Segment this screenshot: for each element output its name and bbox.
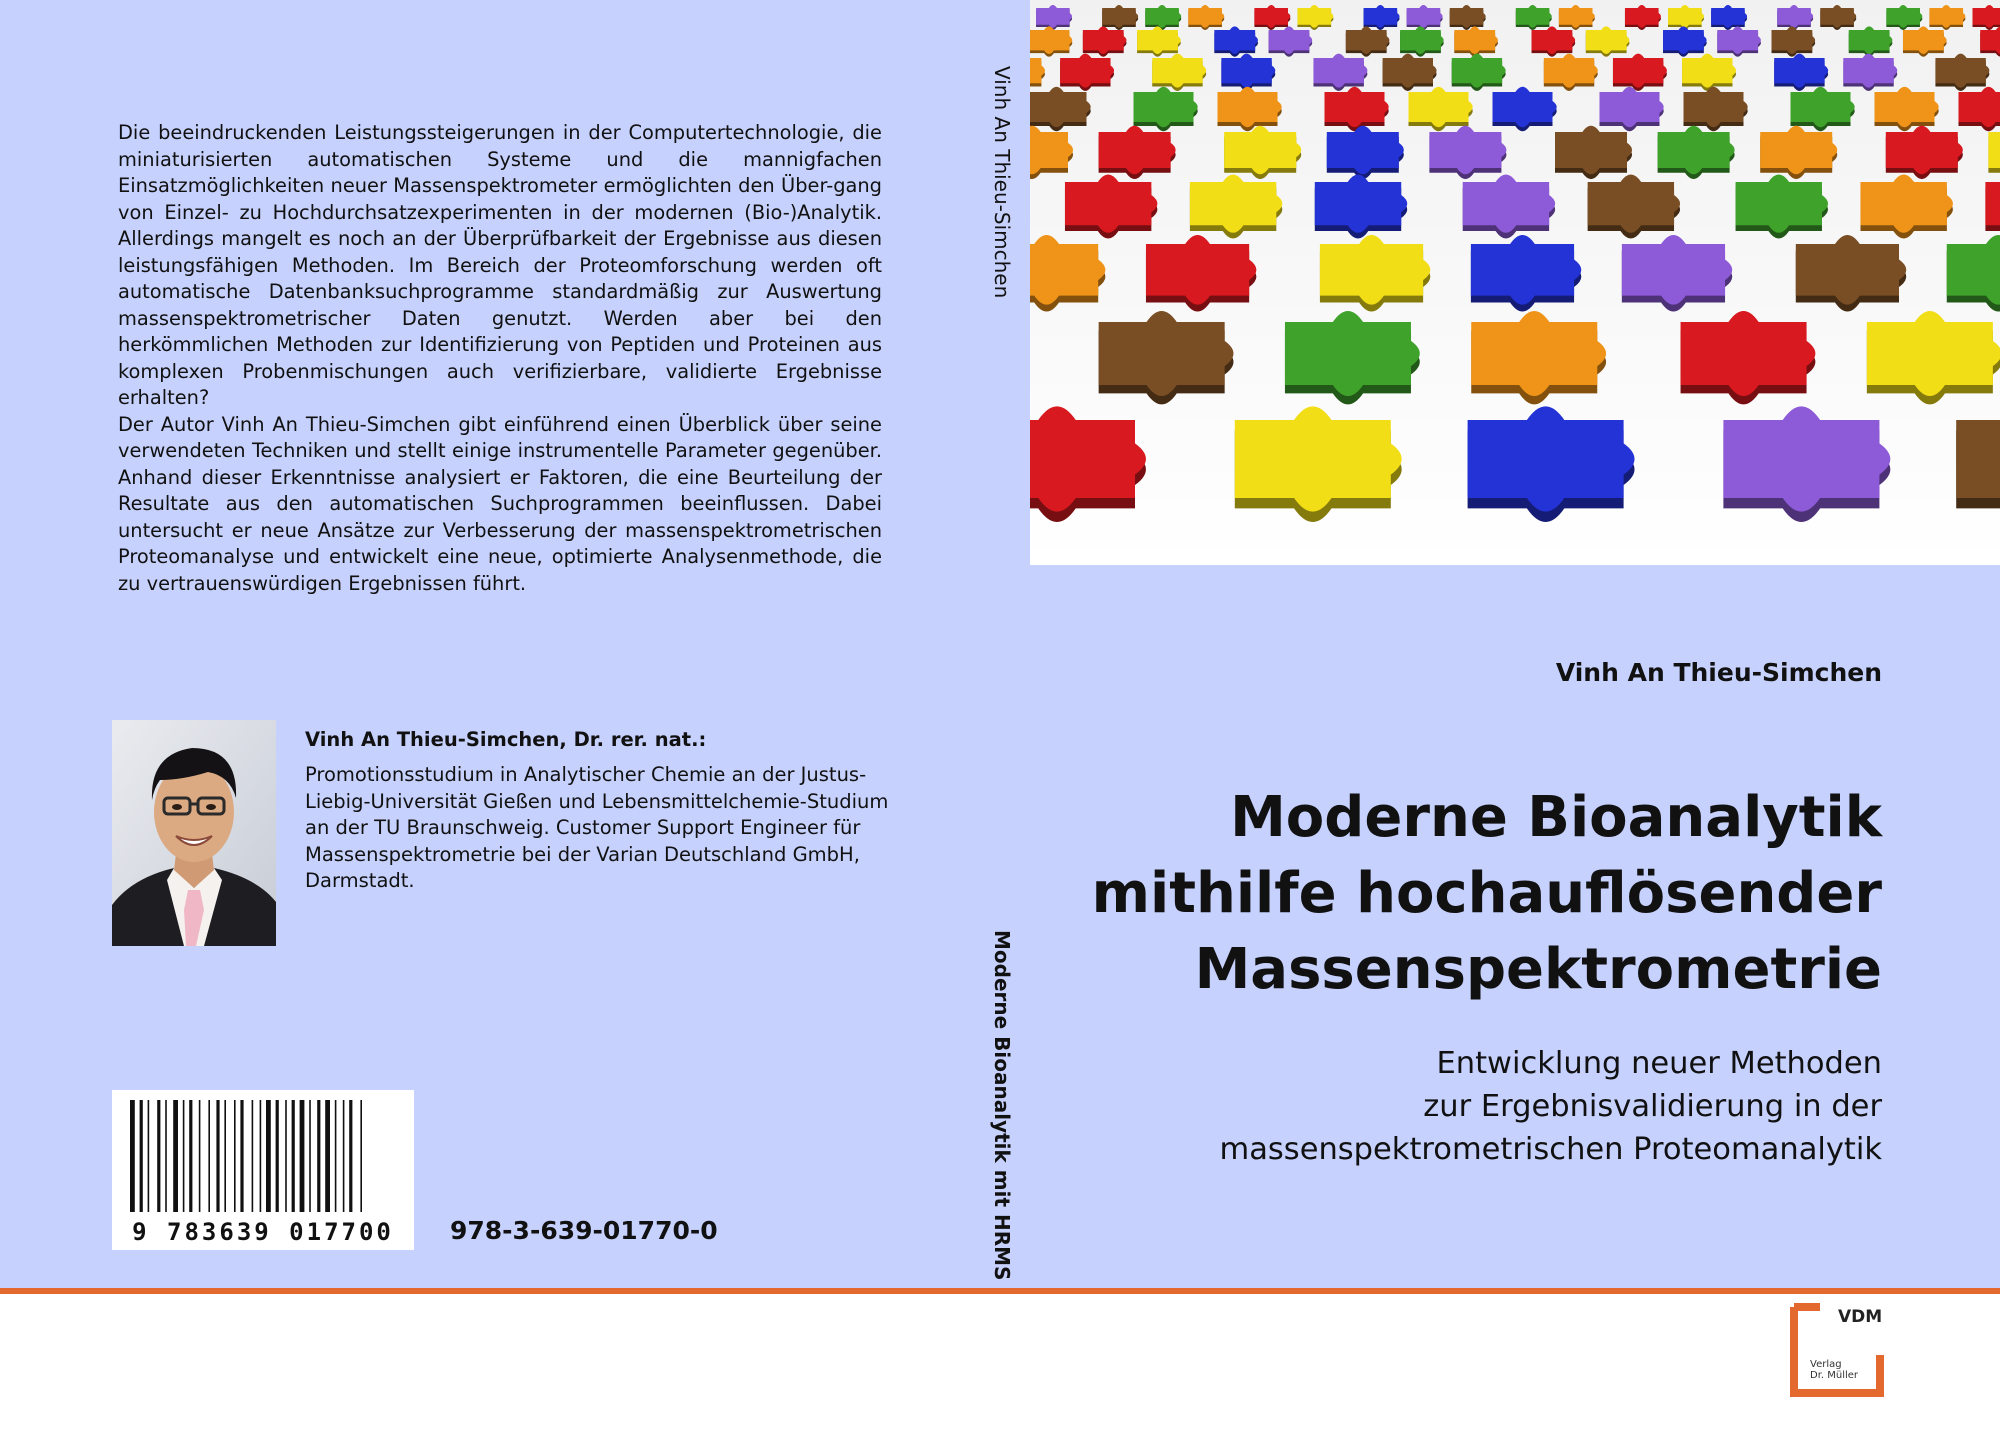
puzzle-piece	[1867, 311, 2000, 404]
blurb-paragraph-1: Die beeindruckenden Leistungssteigerungen in der Computertechnologie, die miniaturisierten automatischen Systeme und die mannigfachen Einsatzmöglichkeiten neuer Massenspektrometer ermöglichten den Über-gang von Einzel- zu Hochdurchsatzexperimenten in der modernen (Bio-)Analytik. Allerdings mangelt es noch an der Überprüfbarkeit der Ergebnisse aus diesen leistungsfähigen Methoden. Im Bereich der Proteomforschung werden oft automatische Datenbanksuchprogramme standardmäßig zur Auswertung massenspektrometrischer Daten genutzt. Werden aber bei den herkömmlichen Methoden zur Identifizierung von Peptiden und Proteinen aus komplexen Probenmischungen auch verifizierbare, validierte Ergebnisse erhalten?	[118, 121, 882, 409]
puzzle-piece	[1468, 406, 1635, 522]
puzzle-piece	[1036, 5, 1072, 30]
puzzle-piece	[1774, 54, 1828, 91]
puzzle-piece	[1383, 54, 1437, 91]
puzzle-piece	[1030, 26, 1072, 56]
barcode-bar	[266, 1100, 271, 1212]
barcode-bar	[276, 1100, 279, 1212]
puzzle-piece	[1668, 5, 1704, 30]
barcode-digits: 9 783639 017700	[132, 1218, 394, 1246]
puzzle-piece	[1134, 87, 1198, 132]
barcode-bar	[199, 1100, 201, 1212]
puzzle-piece	[1254, 5, 1290, 30]
barcode-bar	[343, 1100, 345, 1212]
puzzle-piece	[1313, 54, 1367, 91]
puzzle-piece	[1099, 311, 1234, 404]
barcode-bar	[140, 1100, 143, 1212]
puzzle-piece	[1860, 174, 1952, 238]
barcode-bar	[260, 1100, 262, 1212]
puzzle-piece	[1145, 5, 1181, 30]
barcode-bar	[224, 1100, 226, 1212]
puzzle-piece	[1320, 235, 1430, 312]
puzzle-piece	[1956, 406, 2000, 522]
puzzle-piece	[1235, 406, 1402, 522]
puzzle-piece	[1327, 126, 1404, 179]
puzzle-piece	[1903, 26, 1947, 56]
barcode-bar	[173, 1100, 178, 1212]
puzzle-piece	[1658, 126, 1735, 179]
puzzle-piece	[1588, 174, 1680, 238]
puzzle-piece	[1988, 126, 2000, 179]
front-author: Vinh An Thieu-Simchen	[1555, 658, 1882, 687]
puzzle-piece	[1188, 5, 1224, 30]
barcode-bar	[165, 1100, 167, 1212]
puzzle-piece	[1516, 5, 1552, 30]
puzzle-piece	[1682, 54, 1736, 91]
barcode-bar	[300, 1100, 305, 1212]
puzzle-piece	[1886, 5, 1922, 30]
puzzle-piece	[1224, 126, 1301, 179]
puzzle-piece	[1843, 54, 1897, 91]
barcode-bar	[252, 1100, 254, 1212]
puzzle-piece	[1297, 5, 1333, 30]
puzzle-piece	[1663, 26, 1707, 56]
barcode-bar	[349, 1100, 352, 1212]
puzzle-piece	[1820, 5, 1856, 30]
puzzle-piece	[1796, 235, 1906, 312]
puzzle-piece	[1454, 26, 1498, 56]
puzzle-piece	[1450, 5, 1486, 30]
puzzle-piece	[1364, 5, 1400, 30]
puzzle-piece	[1613, 54, 1667, 91]
puzzle-piece	[1463, 174, 1555, 238]
puzzle-piece	[1325, 87, 1389, 132]
barcode-bar	[183, 1100, 185, 1212]
barcode-bar	[216, 1100, 219, 1212]
puzzle-piece	[1622, 235, 1732, 312]
book-title-line-1: Moderne Bioanalytik	[1230, 785, 1882, 850]
isbn-barcode	[112, 1090, 414, 1250]
puzzle-piece	[1886, 126, 1963, 179]
barcode-bar	[292, 1100, 295, 1212]
puzzle-piece	[1985, 174, 2000, 238]
barcode-bar	[325, 1100, 330, 1212]
puzzle-piece	[1409, 87, 1473, 132]
author-bio-text: Promotionsstudium in Analytischer Chemie an der Justus-Liebig-Universität Gießen und Lebensmittelchemie-Studium an der TU Braunschweig. Customer Support Engineer für Massenspektrometrie bei der Varian Deutschland GmbH, Darmstadt.	[305, 763, 889, 893]
barcode-bar	[335, 1100, 337, 1212]
book-subtitle-line-2: zur Ergebnisvalidierung in der	[1423, 1089, 1882, 1124]
puzzle-piece	[1152, 54, 1206, 91]
barcode-bar	[309, 1100, 311, 1212]
book-subtitle	[1062, 1042, 1882, 1171]
spine-title: Moderne Bioanalytik mit HRMS	[990, 930, 1014, 1281]
isbn-number: 978-3-639-01770-0	[450, 1216, 718, 1245]
puzzle-piece	[1760, 126, 1837, 179]
puzzle-piece	[1935, 54, 1989, 91]
puzzle-piece	[1099, 126, 1176, 179]
puzzle-piece	[1532, 26, 1576, 56]
puzzle-piece	[1980, 26, 2000, 56]
puzzle-piece	[1065, 174, 1157, 238]
puzzle-piece	[1146, 235, 1256, 312]
barcode-bar	[285, 1100, 287, 1212]
puzzle-piece	[1717, 26, 1761, 56]
barcode-bar	[208, 1100, 210, 1212]
puzzle-piece	[1221, 54, 1275, 91]
puzzle-piece	[1400, 26, 1444, 56]
puzzle-piece	[1684, 87, 1748, 132]
puzzle-piece	[1493, 87, 1557, 132]
book-title-line-2: mithilfe hochauflösender	[1091, 861, 1882, 926]
puzzle-piece	[1544, 54, 1598, 91]
book-subtitle-line-1: Entwicklung neuer Methoden	[1436, 1046, 1882, 1081]
puzzle-piece	[1285, 311, 1420, 404]
book-title-line-3: Massenspektrometrie	[1194, 937, 1882, 1002]
book-title	[1062, 780, 1882, 1008]
puzzle-piece	[1030, 87, 1091, 132]
blurb-paragraph-2: Der Autor Vinh An Thieu-Simchen gibt einführend einen Überblick über seine verwendeten Techniken und stellt einige instrumentelle Parameter gegenüber. Anhand dieser Erkenntnisse analysiert er Faktoren, die eine Beurteilung der Resultate aus den automatischen Suchprogrammen beeinflussen. Dabei untersucht er neue Ansätze zur Verbesserung der massenspektrometrischen Proteomanalyse und entwickelt eine neue, optimierte Analysenmethode, die zu vertrauenswürdigen Ergebnissen führt.	[118, 412, 882, 595]
puzzle-piece	[1711, 5, 1747, 30]
puzzle-piece	[1849, 26, 1893, 56]
puzzle-piece	[1791, 87, 1855, 132]
barcode-bar	[189, 1100, 192, 1212]
puzzle-piece	[1586, 26, 1630, 56]
puzzle-piece	[1736, 174, 1828, 238]
puzzle-piece	[1346, 26, 1390, 56]
puzzle-piece	[1600, 87, 1664, 132]
puzzle-piece	[1625, 5, 1661, 30]
publisher-imprint-line-2: Dr. Müller	[1810, 1370, 1859, 1381]
puzzle-piece	[1269, 26, 1313, 56]
author-bio-heading: Vinh An Thieu-Simchen, Dr. rer. nat.:	[305, 728, 707, 751]
puzzle-piece	[1190, 174, 1282, 238]
back-cover-blurb	[118, 120, 882, 597]
puzzle-piece	[1947, 235, 2000, 312]
barcode-bar	[360, 1100, 362, 1212]
puzzle-piece	[1559, 5, 1595, 30]
puzzle-piece	[1214, 26, 1258, 56]
barcode-bar	[130, 1100, 135, 1212]
puzzle-piece	[1137, 26, 1181, 56]
puzzle-piece	[1030, 406, 1146, 522]
barcode-bar	[317, 1100, 320, 1212]
puzzle-piece	[1083, 26, 1127, 56]
publisher-imprint-line-1: Verlag	[1810, 1359, 1842, 1370]
puzzle-piece	[1555, 126, 1632, 179]
puzzle-piece	[1959, 87, 2000, 132]
puzzle-piece	[1218, 87, 1282, 132]
puzzle-piece	[1315, 174, 1407, 238]
puzzle-piece	[1030, 235, 1105, 312]
puzzle-piece	[1723, 406, 1890, 522]
publisher-imprint	[1810, 1359, 1876, 1381]
puzzle-piece	[1777, 5, 1813, 30]
puzzle-piece	[1452, 54, 1506, 91]
puzzle-pieces-illustration	[1030, 0, 2000, 565]
puzzle-piece	[1875, 87, 1939, 132]
barcode-bar	[240, 1100, 243, 1212]
barcode-bar	[148, 1100, 150, 1212]
barcode-bar	[157, 1100, 160, 1212]
puzzle-piece	[1929, 5, 1965, 30]
puzzle-piece	[1429, 126, 1506, 179]
puzzle-piece	[1030, 126, 1073, 179]
puzzle-piece	[1102, 5, 1138, 30]
orange-divider	[0, 1288, 2000, 1294]
puzzle-piece	[1772, 26, 1816, 56]
puzzle-piece	[1973, 5, 2000, 30]
puzzle-piece	[1407, 5, 1443, 30]
puzzle-piece	[1471, 235, 1581, 312]
author-photo	[112, 720, 276, 946]
spine-author: Vinh An Thieu-Simchen	[990, 66, 1014, 299]
puzzle-piece	[1471, 311, 1606, 404]
barcode-bar	[234, 1100, 236, 1212]
puzzle-piece	[1681, 311, 1816, 404]
publisher-logo-text: VDM	[1838, 1307, 1883, 1327]
puzzle-piece	[1060, 54, 1114, 91]
book-subtitle-line-3: massenspektrometrischen Proteomanalytik	[1219, 1132, 1882, 1167]
